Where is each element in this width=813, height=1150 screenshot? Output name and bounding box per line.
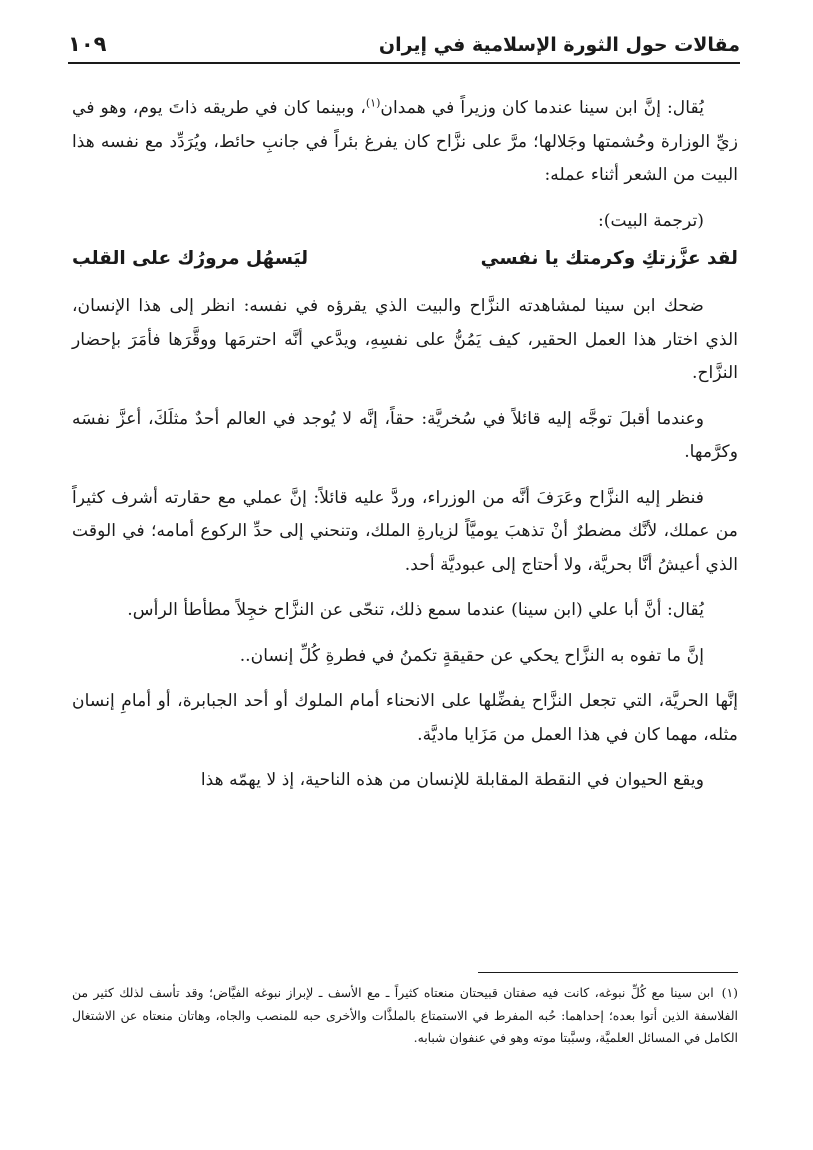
paragraph-1: [72, 92, 738, 193]
verse-first-hemistich: لقد عزَّزتكِ وكرمتك يا نفسي: [480, 248, 738, 269]
body-text: [72, 92, 738, 810]
paragraph-1-text-b: ، وبينما كان في طريقه ذاتَ يوم، وهو في زيِّ الوزارة وحُشمتها وجَلالها؛ مرَّ على نزَّاح كان يفرغ بئراً في جانبِ حائط، ويُرَدِّد مع نفسه هذا البيت من الشعر أثناء عمله:: [72, 98, 738, 185]
paragraph-4: وعندما أقبلَ توجَّه إليه قائلاً في سُخريَّة: حقاً، إنَّه لا يُوجد في العالم أحدٌ مثلَكَ، أعزَّ نفسَه وكرَّمها.: [72, 408, 738, 462]
footnote-text: ابن سينا مع كُلِّ نبوغه، كانت فيه صفتان قبيحتان منعتاه كثيراً ـ مع الأسف ـ لإبراز نبوغه الفيَّاض؛ وقد تأسف لذلك كثير من الفلاسفة الذين أتوا بعده؛ إحداهما: حُبه المفرط في الاستمتاع بالملذَّات والأخرى حبه للمنصب والجاه، وهاتان منعتاه عن الاشتغال الكامل في المسائل العلميَّة، وسبَّبتا موته وهو في عنفوان شبابه.: [72, 985, 738, 1045]
footnote: [72, 982, 738, 1050]
paragraph-5: فنظر إليه النزَّاح وعَرَفَ أنَّه من الوزراء، وردَّ عليه قائلاً: إنَّ عملي مع حقارته أشرف كثيراً من عملك، لأنَّك مضطرٌ أنْ تذهبَ يوميَّاً لزيارةِ الملك، وتنحني إلى حدِّ الركوع أمامه؛ في الوقت الذي أعيشُ أنَّا بحريَّة، ولا أحتاج إلى عبوديَّة أحد.: [72, 487, 738, 575]
paragraph-6: يُقال: أنَّ أبا علي (ابن سينا) عندما سمع ذلك، تنحّى عن النزَّاح خجِلاً مطأطأ الرأس.: [127, 600, 704, 620]
header-title: مقالات حول الثورة الإسلامية في إيران: [378, 34, 740, 56]
footnote-divider: [478, 972, 738, 973]
paragraph-7: إنَّ ما تفوه به النزَّاح يحكي عن حقيقةٍ تكمنُ في فطرةِ كُلِّ إنسان..: [239, 645, 704, 666]
poem-verse: [72, 242, 738, 276]
footnote-reference: (١): [365, 96, 381, 110]
paragraph-8: إنَّها الحريَّة، التي تجعل النزَّاح يفضِّلها على الانحناء أمام الملوك أو أحد الجبابرة، أو أمامِ إنسان مثله، مهما كان في هذا العمل من مَزَايا ماديَّة.: [72, 691, 738, 745]
paragraph-3: ضحك ابن سينا لمشاهدته النزَّاح والبيت الذي يقرؤه في نفسه: انظر إلى هذا الإنسان، الذي اختار هذا العمل الحقير، كيف يَمُنُّ على نفسِهِ، ويدَّعي أنَّه احترمَها ووقَّرَها فأمَرَ بإحضار النزَّاح.: [72, 296, 738, 383]
paragraph-2: (ترجمة البيت):: [598, 210, 704, 231]
footnote-marker: (١): [721, 985, 738, 1000]
paragraph-9: ويقع الحيوان في النقطة المقابلة للإنسان من هذه الناحية، إذ لا يهمّه هذا: [200, 770, 704, 790]
running-header: [68, 28, 740, 64]
paragraph-1-text-a: يُقال: إنَّ ابن سينا عندما كان وزيراً في همدان: [380, 98, 704, 118]
verse-second-hemistich: ليَسهُل مرورُك على القلب: [72, 248, 309, 269]
page-number: ١٠٩: [68, 32, 107, 56]
